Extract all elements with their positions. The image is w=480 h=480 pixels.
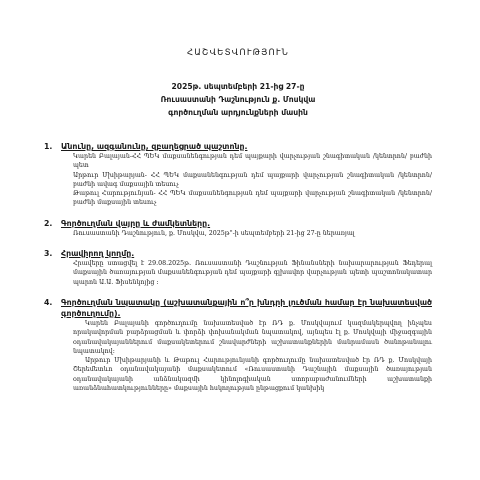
section-paragraph: Թաթուլ Հարությունյան- ՀՀ ՊԵԿ մաքսանենգության դեմ պայքարի վարչության շնագիտական /կենտրոն/ բաժնի մաքսային տեսուչ [73, 190, 432, 207]
section-4-body [44, 319, 432, 393]
section-number: 4. [44, 297, 53, 307]
section-paragraph: Կարեն Բալայանի գործուղումը նախատեսված էր ՌԴ ք. Մոսկվայում կազմակերպվող ինչպես որակավորման բարձրացման և փորձի փոխանակման նպատակով, այնպես էլ ք. Մոսկվայի միջազգային օդանավակայաններում մաքսակետերում շնավարժների աշխատանքներին մանրամասն ծանոթանալու նպատակով: [73, 319, 432, 355]
section-paragraph: Ռուսաստանի Դաշնություն, ք. Մոսկվա, 2025թ"-ի սեպտեմբերի 21-ից 27-ը ներառյալ [73, 229, 355, 237]
section-paragraph: Արթուր Մխիթարյանի և Թաթուլ Հարությունյանի գործուղումը նախատեսված էր ՌԴ ք. Մոսկվայի Շերեմետևո օդանավակայանի մաքսակետում «Ռուսաստանի Դաշնային մաքսային ծառայության օդանավակայանի անձնակազմի կինոլոգիական ստորաբաժանումների աշխատանքի առանձնահատկությունները» մաքսային հսկողության ընթացքում կանխիկ [73, 357, 432, 393]
section-paragraph: Հրավերը ստացվել է 29.08.2025թ. Ռուսաստանի Դաշնության Ֆինանսների նախարարության Ֆեդերալ մաքսային ծառայության մաքսանենգության դեմ պայքարի գլխավոր վարչության պետի պաշտոնակատար պարոն Ա.Ա. Ֆիսենկոյից ։ [73, 260, 432, 286]
section-number: 1. [44, 142, 53, 151]
section-heading-text: Գործուղման նպատակը (աշխատանքային ո՞ր խնդրի լուծման համար էր նախատեսված գործուղումը). [61, 297, 432, 318]
section-heading-text: Հրավիրող կողմը. [61, 249, 135, 259]
section-4-heading [44, 297, 432, 319]
section-paragraph: Կարեն Բալայան-ՀՀ ՊԵԿ մաքսանենգության դեմ պայքարի վարչության շնագիտական /կենտրոն/ բաժնի պետ [73, 153, 432, 170]
section-2-body [44, 229, 432, 238]
subtitle-line-3: գործուղման արդյունքների մասին [168, 108, 308, 117]
section-1-heading [44, 141, 432, 152]
section-number: 2. [44, 218, 53, 228]
subtitle-line-1: 2025թ. սեպտեմբերի 21-ից 27-ը [171, 82, 305, 91]
subtitle-line-2: Ռուսաստանի Դաշնություն ք. Մոսկվա [160, 95, 316, 104]
section-4 [44, 297, 432, 393]
section-1 [44, 141, 432, 208]
section-number: 3. [44, 249, 53, 259]
section-3-body [44, 259, 432, 287]
section-heading-text: Անունը, ազգանունը, զբաղեցրած պաշտոնը. [61, 142, 248, 151]
section-1-body [44, 152, 432, 208]
section-2 [44, 218, 432, 238]
document-subtitle [44, 80, 432, 119]
section-paragraph: Արթուր Մխիթարյան- ՀՀ ՊԵԿ մաքսանենգության դեմ պայքարի վարչության շնագիտական /կենտրոն/ բաժնի ավագ մաքսային տեսուչ [73, 171, 432, 188]
section-2-heading [44, 218, 432, 229]
document-title: ՀԱՇՎԵՏՎՈՒԹՅՈՒՆ [186, 48, 290, 58]
section-3-heading [44, 248, 432, 259]
section-heading-text: Գործուղման վայրը և ժամկետները. [61, 218, 211, 228]
section-3 [44, 248, 432, 287]
